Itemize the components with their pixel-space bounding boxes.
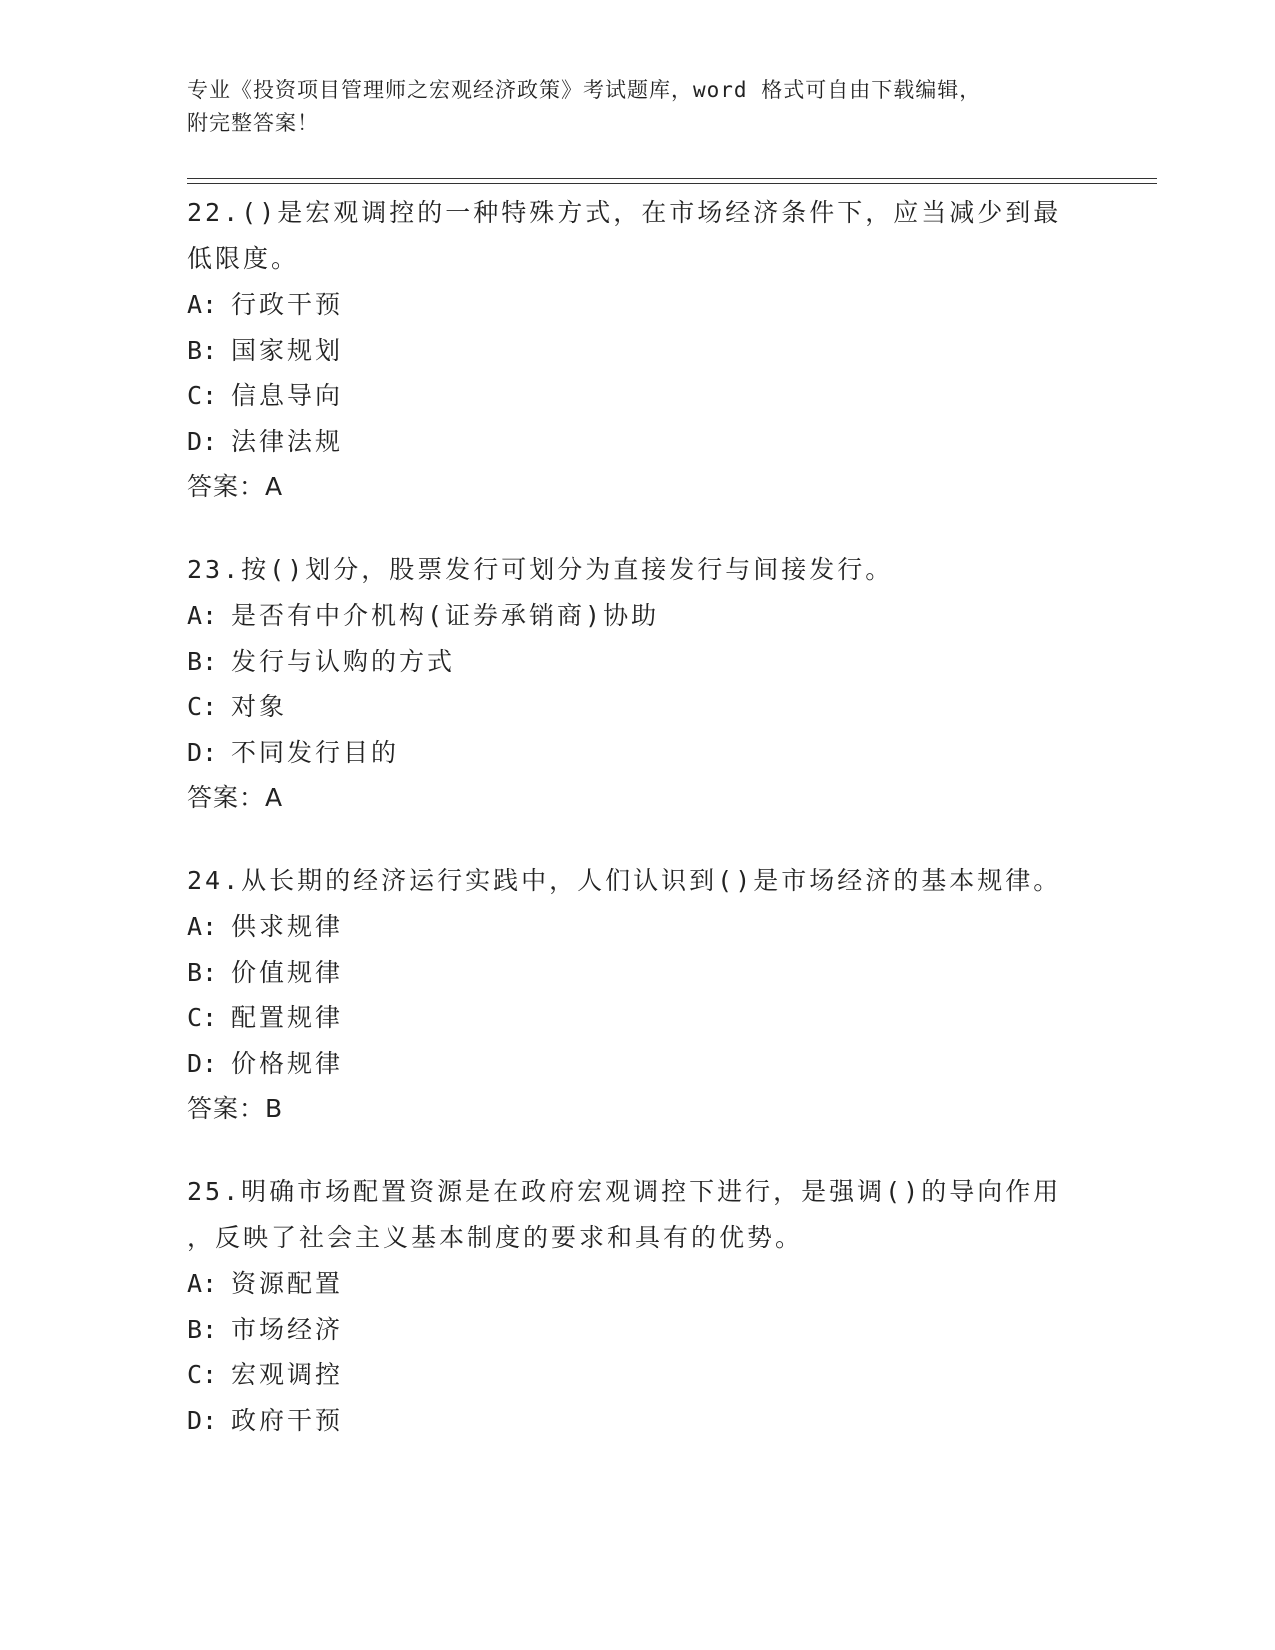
option-letter: C: (187, 381, 218, 410)
option-d (187, 1398, 1087, 1444)
option-text: 价格规律 (231, 1048, 344, 1078)
option-text: 市场经济 (231, 1314, 344, 1344)
question-text-continued: 低限度。 (187, 244, 300, 273)
option-a (187, 1261, 1087, 1307)
option-b (187, 328, 1087, 374)
option-text: 宏观调控 (231, 1360, 344, 1389)
option-text: 信息导向 (231, 381, 344, 410)
option-letter: D: (187, 1048, 218, 1078)
option-text: 行政干预 (231, 290, 344, 319)
option-letter: D: (187, 737, 218, 767)
question-25 (187, 1169, 1087, 1443)
question-text-continued: ，反映了社会主义基本制度的要求和具有的优势。 (187, 1223, 804, 1252)
option-d (187, 1041, 1087, 1087)
option-text: 供求规律 (231, 912, 344, 941)
option-text: 国家规划 (231, 335, 344, 365)
document-page (187, 0, 1157, 1650)
answer-label: 答案：A (187, 783, 284, 812)
question-23 (187, 547, 1087, 820)
question-text: 23.按()划分，股票发行可划分为直接发行与间接发行。 (187, 555, 894, 584)
question-list (187, 190, 1087, 1481)
header-line-2: 附完整答案！ (187, 111, 319, 135)
question-text: 22.()是宏观调控的一种特殊方式，在市场经济条件下，应当减少到最 (187, 198, 1062, 227)
document-header (187, 74, 1087, 140)
header-line-1: 专业《投资项目管理师之宏观经济政策》考试题库，word 格式可自由下载编辑， (187, 78, 982, 102)
option-a (187, 282, 1087, 328)
option-letter: D: (187, 426, 218, 456)
option-text: 政府干预 (231, 1405, 344, 1435)
answer-label: 答案：A (187, 472, 284, 501)
option-letter: B: (187, 1314, 218, 1344)
option-letter: B: (187, 335, 218, 365)
option-b (187, 950, 1087, 996)
option-letter: C: (187, 1003, 218, 1032)
option-text: 是否有中介机构(证券承销商)协助 (231, 601, 660, 630)
option-b (187, 639, 1087, 685)
option-c (187, 373, 1087, 419)
option-d (187, 419, 1087, 465)
option-letter: C: (187, 692, 218, 721)
answer-label: 答案：B (187, 1094, 284, 1123)
option-text: 对象 (231, 692, 288, 721)
option-b (187, 1307, 1087, 1353)
question-24 (187, 858, 1087, 1131)
option-c (187, 684, 1087, 730)
option-c (187, 1352, 1087, 1398)
question-22 (187, 190, 1087, 509)
option-text: 配置规律 (231, 1003, 344, 1032)
option-text: 法律法规 (231, 426, 344, 456)
question-text: 25.明确市场配置资源是在政府宏观调控下进行，是强调()的导向作用 (187, 1177, 1062, 1206)
option-letter: A: (187, 601, 218, 630)
option-letter: D: (187, 1405, 218, 1435)
option-letter: A: (187, 290, 218, 319)
option-letter: A: (187, 912, 218, 941)
question-text: 24.从长期的经济运行实践中，人们认识到()是市场经济的基本规律。 (187, 866, 1062, 895)
option-text: 价值规律 (231, 957, 344, 987)
option-a (187, 904, 1087, 950)
option-letter: B: (187, 646, 218, 676)
option-letter: A: (187, 1269, 218, 1298)
option-text: 不同发行目的 (231, 737, 400, 767)
option-text: 资源配置 (231, 1269, 344, 1298)
option-letter: B: (187, 957, 218, 987)
option-c (187, 995, 1087, 1041)
header-divider (187, 178, 1157, 184)
option-letter: C: (187, 1360, 218, 1389)
option-text: 发行与认购的方式 (231, 646, 456, 676)
option-a (187, 593, 1087, 639)
option-d (187, 730, 1087, 776)
